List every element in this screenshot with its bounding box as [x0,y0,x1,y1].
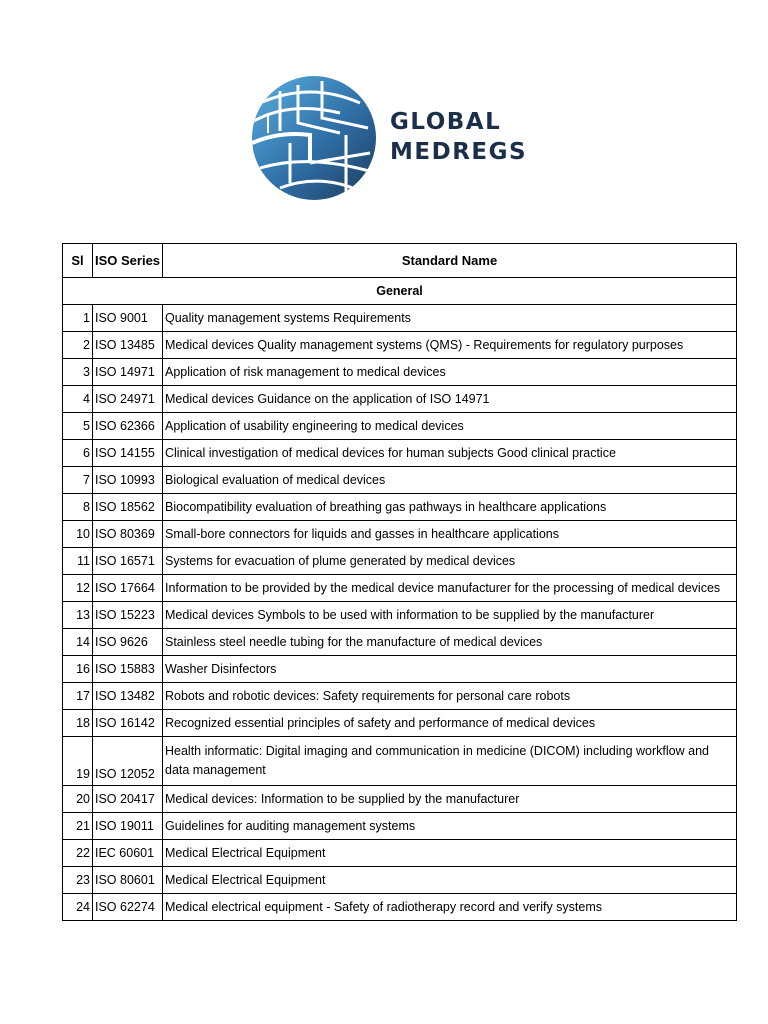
row-standard-name: Biocompatibility evaluation of breathing gas pathways in healthcare applications [163,494,737,521]
row-sl-number: 7 [63,467,93,494]
row-sl-number: 2 [63,332,93,359]
row-standard-name: Information to be provided by the medical device manufacturer for the processing of medical devices [163,575,737,602]
table-row [63,683,737,710]
globe-icon [250,73,380,203]
row-standard-name: Application of risk management to medical devices [163,359,737,386]
iso-standards-table [62,243,737,921]
row-standard-name: Medical devices Guidance on the application of ISO 14971 [163,386,737,413]
row-standard-name: Stainless steel needle tubing for the manufacture of medical devices [163,629,737,656]
table-row [63,332,737,359]
logo-line-1: GLOBAL [390,109,502,135]
row-sl-number: 24 [63,894,93,921]
row-iso-series: IEC 60601 [93,840,163,867]
table-row [63,894,737,921]
table-row [63,786,737,813]
row-iso-series: ISO 15223 [93,602,163,629]
row-sl-number: 14 [63,629,93,656]
row-iso-series: ISO 10993 [93,467,163,494]
row-standard-name: Robots and robotic devices: Safety requirements for personal care robots [163,683,737,710]
group-row [63,278,737,305]
row-iso-series: ISO 16142 [93,710,163,737]
row-sl-number: 1 [63,305,93,332]
group-title: General [63,278,737,305]
table-row [63,467,737,494]
table-header-row [63,244,737,278]
table-row [63,440,737,467]
header-standard-name: Standard Name [163,244,737,278]
table-row [63,840,737,867]
table-row [63,656,737,683]
row-iso-series: ISO 13485 [93,332,163,359]
row-iso-series: ISO 15883 [93,656,163,683]
row-sl-number: 11 [63,548,93,575]
header-sl: Sl [63,244,93,278]
row-standard-name: Medical Electrical Equipment [163,867,737,894]
row-sl-number: 20 [63,786,93,813]
row-iso-series: ISO 17664 [93,575,163,602]
row-standard-name: Washer Disinfectors [163,656,737,683]
logo-wordmark [390,107,527,167]
row-iso-series: ISO 9626 [93,629,163,656]
row-iso-series: ISO 62274 [93,894,163,921]
row-iso-series: ISO 24971 [93,386,163,413]
row-standard-name: Medical Electrical Equipment [163,840,737,867]
row-iso-series: ISO 19011 [93,813,163,840]
row-iso-series: ISO 14971 [93,359,163,386]
row-sl-number: 22 [63,840,93,867]
row-standard-name: Medical devices: Information to be supplied by the manufacturer [163,786,737,813]
row-iso-series: ISO 16571 [93,548,163,575]
row-sl-number: 6 [63,440,93,467]
table-row [63,710,737,737]
row-iso-series: ISO 12052 [93,737,163,786]
row-standard-name: Medical devices Symbols to be used with information to be supplied by the manufacturer [163,602,737,629]
row-sl-number: 17 [63,683,93,710]
table-row [63,867,737,894]
table-row [63,629,737,656]
row-sl-number: 5 [63,413,93,440]
row-standard-name: Recognized essential principles of safety and performance of medical devices [163,710,737,737]
row-sl-number: 18 [63,710,93,737]
logo-line-2: MEDREGS [390,139,528,165]
row-iso-series: ISO 80601 [93,867,163,894]
row-iso-series: ISO 14155 [93,440,163,467]
row-iso-series: ISO 80369 [93,521,163,548]
row-iso-series: ISO 62366 [93,413,163,440]
global-medregs-logo [250,73,528,203]
row-sl-number: 8 [63,494,93,521]
row-sl-number: 19 [63,737,93,786]
row-iso-series: ISO 18562 [93,494,163,521]
row-standard-name: Guidelines for auditing management systems [163,813,737,840]
row-sl-number: 12 [63,575,93,602]
row-standard-name: Medical devices Quality management systems (QMS) - Requirements for regulatory purposes [163,332,737,359]
table-row [63,305,737,332]
row-sl-number: 4 [63,386,93,413]
row-sl-number: 16 [63,656,93,683]
table-row [63,386,737,413]
row-standard-name: Biological evaluation of medical devices [163,467,737,494]
table-row [63,813,737,840]
row-sl-number: 3 [63,359,93,386]
row-sl-number: 21 [63,813,93,840]
table-row [63,602,737,629]
row-sl-number: 23 [63,867,93,894]
row-standard-name: Small-bore connectors for liquids and gasses in healthcare applications [163,521,737,548]
table-row [63,521,737,548]
row-iso-series: ISO 20417 [93,786,163,813]
row-standard-name: Health informatic: Digital imaging and communication in medicine (DICOM) including workflow and data management [163,737,737,786]
table-row [63,737,737,786]
row-standard-name: Quality management systems Requirements [163,305,737,332]
row-standard-name: Clinical investigation of medical devices for human subjects Good clinical practice [163,440,737,467]
row-sl-number: 13 [63,602,93,629]
table-row [63,494,737,521]
row-iso-series: ISO 13482 [93,683,163,710]
row-standard-name: Medical electrical equipment - Safety of radiotherapy record and verify systems [163,894,737,921]
table-row [63,359,737,386]
header-iso-series: ISO Series [93,244,163,278]
table-row [63,413,737,440]
row-sl-number: 10 [63,521,93,548]
row-iso-series: ISO 9001 [93,305,163,332]
table-row [63,548,737,575]
table-row [63,575,737,602]
row-standard-name: Systems for evacuation of plume generated by medical devices [163,548,737,575]
row-standard-name: Application of usability engineering to medical devices [163,413,737,440]
